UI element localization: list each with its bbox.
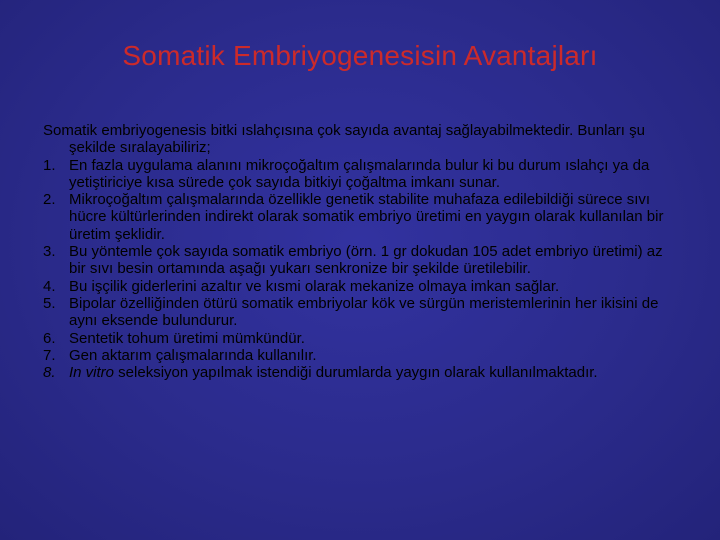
- list-item-text: En fazla uygulama alanını mikroçoğaltım çalışmalarında bulur ki bu durum ıslahçı ya da yetiştiriciye kısa sürede çok sayıda bitkiyi çoğaltma imkanı sunar.: [69, 156, 650, 191]
- list-item-number: 6.: [43, 329, 56, 347]
- list-item-number: 7.: [43, 346, 56, 364]
- list-item-text: Mikroçoğaltım çalışmalarında özellikle genetik stabilite muhafaza edilebildiği sürece sıvı hücre kültürlerinden indirekt olarak somatik embriyo üretimi en yaygın olarak kullanılan bir üretim şeklidir.: [69, 191, 664, 243]
- list-item: [43, 364, 683, 381]
- list-item-number: 1.: [43, 156, 56, 174]
- list-item: [43, 347, 683, 364]
- list-item: [43, 330, 683, 347]
- list-item-number: 4.: [43, 277, 56, 295]
- list-item-text: Bipolar özelliğinden ötürü somatik embriyolar kök ve sürgün meristemlerinin her ikisini de aynı eksende bulundurur.: [69, 294, 659, 330]
- list-item-text: Gen aktarım çalışmalarında kullanılır.: [69, 346, 317, 364]
- list-item-text: Sentetik tohum üretimi mümkündür.: [69, 329, 305, 347]
- slide-title: Somatik Embriyogenesisin Avantajları: [122, 40, 598, 71]
- list-item: [43, 191, 683, 243]
- slide-body: [43, 122, 683, 381]
- in-vitro-italic-text: In vitro: [69, 364, 115, 382]
- list-item-number: 3.: [43, 243, 56, 261]
- list-item-text: seleksiyon yapılmak istendiği durumlarda yaygın olarak kullanılmaktadır.: [114, 364, 598, 382]
- list-item-number: 8.: [43, 364, 56, 382]
- list-item: [43, 278, 683, 295]
- list-item-number: 2.: [43, 191, 56, 209]
- list-item-text: Bu yöntemle çok sayıda somatik embriyo (örn. 1 gr dokudan 105 adet embriyo üretimi) az bir sıvı besin ortamında aşağı yukarı senkronize bir şekilde üretilebilir.: [69, 243, 663, 278]
- list-item: [43, 157, 683, 192]
- list-item-number: 5.: [43, 294, 56, 312]
- intro-paragraph: Somatik embriyogenesis bitki ıslahçısına çok sayıda avantaj sağlayabilmektedir. Bunları şu şekilde sıralayabiliriz;: [43, 122, 645, 157]
- list-item: [43, 243, 683, 278]
- list-item-text: Bu işçilik giderlerini azaltır ve kısmi olarak mekanize olmaya imkan sağlar.: [69, 277, 560, 295]
- list-item: [43, 295, 683, 330]
- advantages-list: [43, 157, 683, 382]
